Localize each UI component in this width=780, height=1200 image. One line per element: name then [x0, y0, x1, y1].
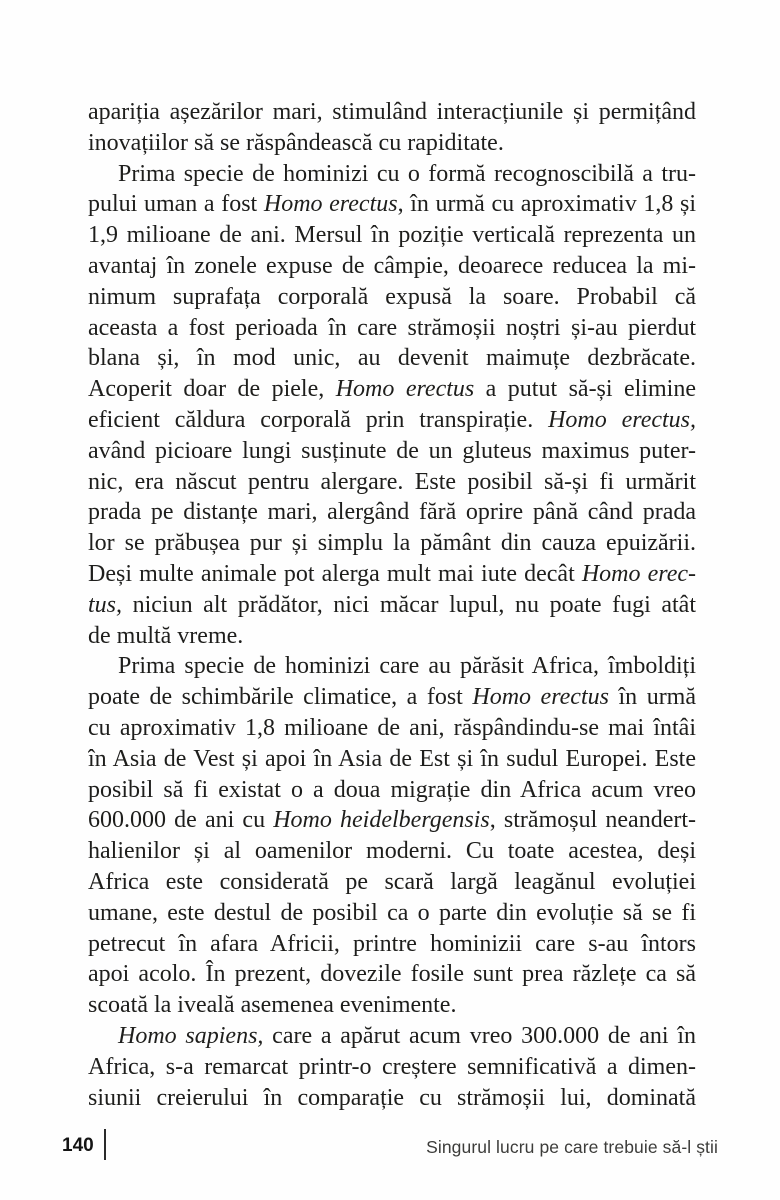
text-segment: Prima specie de hominizi cu o formă recognoscibilă a tru- — [118, 160, 696, 187]
text-segment: halienilor și al oamenilor moderni. Cu toate acestea, deși — [88, 838, 696, 865]
text-line — [88, 805, 696, 836]
text-line — [88, 590, 696, 621]
text-line — [88, 651, 696, 682]
text-line — [88, 282, 696, 313]
text-segment: care a apărut acum vreo 300.000 de ani în — [263, 1022, 696, 1049]
text-segment: poate de schimbările climatice, a fost — [88, 684, 473, 711]
text-segment: siunii creierului în comparație cu strămoșii lui, dominată — [88, 1084, 696, 1111]
text-line — [88, 682, 696, 713]
species-name-italic: Homo erectus — [335, 376, 475, 403]
page-number: 140 — [62, 1135, 94, 1156]
text-segment: niciun alt prădător, nici măcar lupul, nu poate fugi atât — [122, 591, 696, 618]
text-segment: Africa este considerată pe scară largă leagănul evoluției — [88, 868, 696, 895]
text-line — [88, 467, 696, 498]
text-line — [88, 251, 696, 282]
text-line — [88, 313, 696, 344]
text-line — [88, 97, 696, 128]
text-segment: , strămoșul neandert- — [489, 807, 696, 834]
text-segment: având picioare lungi susținute de un gluteus maximus puter- — [88, 437, 696, 464]
text-segment: scoată la iveală asemenea evenimente. — [88, 992, 457, 1019]
text-segment: lor se prăbușea pur și simplu la pământ din cauza epuizării. — [88, 530, 696, 557]
text-line — [88, 405, 696, 436]
text-line — [88, 559, 696, 590]
text-segment: de multă vreme. — [88, 622, 244, 649]
text-line — [88, 1021, 696, 1052]
text-segment: a putut să-și elimine — [474, 376, 696, 403]
text-segment: pului uman a fost — [88, 191, 264, 218]
text-segment: 1,9 milioane de ani. Mersul în poziție verticală reprezenta un — [88, 222, 696, 249]
text-line — [88, 621, 696, 652]
text-line — [88, 836, 696, 867]
text-line — [88, 497, 696, 528]
text-line — [88, 867, 696, 898]
running-title: Singurul lucru pe care trebuie să-l știi — [426, 1137, 718, 1157]
text-line — [88, 1083, 696, 1114]
species-name-italic: tus, — [88, 591, 123, 618]
species-name-italic: Homo erec- — [581, 560, 696, 587]
text-line — [88, 189, 696, 220]
text-line — [88, 128, 696, 159]
text-line — [88, 990, 696, 1021]
text-segment: eficient căldura corporală prin transpirație. — [88, 406, 549, 433]
text-segment: aceasta a fost perioada în care strămoșii noștri și-au pierdut — [88, 314, 696, 341]
text-segment: posibil să fi existat o a doua migrație din Africa acum vreo — [88, 776, 696, 803]
text-line — [88, 929, 696, 960]
text-segment: apariția așezărilor mari, stimulând interacțiunile și permițând — [88, 99, 696, 125]
text-segment: prada pe distanțe mari, alergând fără oprire până când prada — [88, 499, 696, 526]
text-segment: Prima specie de hominizi care au părăsit Africa, îmboldiți — [118, 653, 696, 680]
text-segment: în Asia de Vest și apoi în Asia de Est și în sudul Europei. Este — [88, 745, 696, 772]
text-line — [88, 959, 696, 990]
text-segment: în urmă — [608, 684, 696, 711]
text-line — [88, 159, 696, 190]
text-line — [88, 343, 696, 374]
text-segment: umane, este destul de posibil ca o parte din evoluție să se fi — [88, 899, 696, 926]
species-name-italic: Homo erectus — [472, 684, 609, 711]
text-line — [88, 528, 696, 559]
text-segment: inovațiilor să se răspândească cu rapiditate. — [88, 129, 504, 156]
text-line — [88, 744, 696, 775]
text-segment: 600.000 de ani cu — [88, 807, 274, 834]
species-name-italic: Homo heidelbergensis — [273, 807, 490, 834]
text-line — [88, 1052, 696, 1083]
text-segment: nic, era născut pentru alergare. Este posibil să-și fi urmărit — [88, 468, 696, 495]
text-line — [88, 374, 696, 405]
text-segment: avantaj în zonele expuse de câmpie, deoarece reducea la mi- — [88, 252, 696, 279]
species-name-italic: Homo erectus, — [548, 406, 696, 433]
text-segment: Africa, s-a remarcat printr-o creștere semnificativă a dimen- — [88, 1053, 696, 1080]
footer-divider — [104, 1129, 106, 1160]
species-name-italic: Homo sapiens, — [118, 1022, 264, 1049]
text-segment: apoi acolo. În prezent, dovezile fosile sunt prea răzlețe ca să — [88, 961, 696, 988]
text-segment: petrecut în afara Africii, printre hominizii care s-au întors — [88, 930, 696, 957]
text-line — [88, 775, 696, 806]
text-segment: Deși multe animale pot alerga mult mai iute decât — [88, 560, 582, 587]
text-segment: Acoperit doar de piele, — [88, 376, 336, 403]
text-line — [88, 436, 696, 467]
text-line — [88, 220, 696, 251]
text-segment: cu aproximativ 1,8 milioane de ani, răspândindu-se mai întâi — [88, 714, 696, 741]
page-text — [88, 97, 696, 1113]
text-line — [88, 898, 696, 929]
text-segment: nimum suprafața corporală expusă la soare. Probabil că — [88, 283, 696, 310]
text-line — [88, 713, 696, 744]
text-segment: , în urmă cu aproximativ 1,8 și — [397, 191, 696, 218]
text-segment: blana și, în mod unic, au devenit maimuțe dezbrăcate. — [88, 345, 696, 372]
species-name-italic: Homo erectus — [263, 191, 398, 218]
